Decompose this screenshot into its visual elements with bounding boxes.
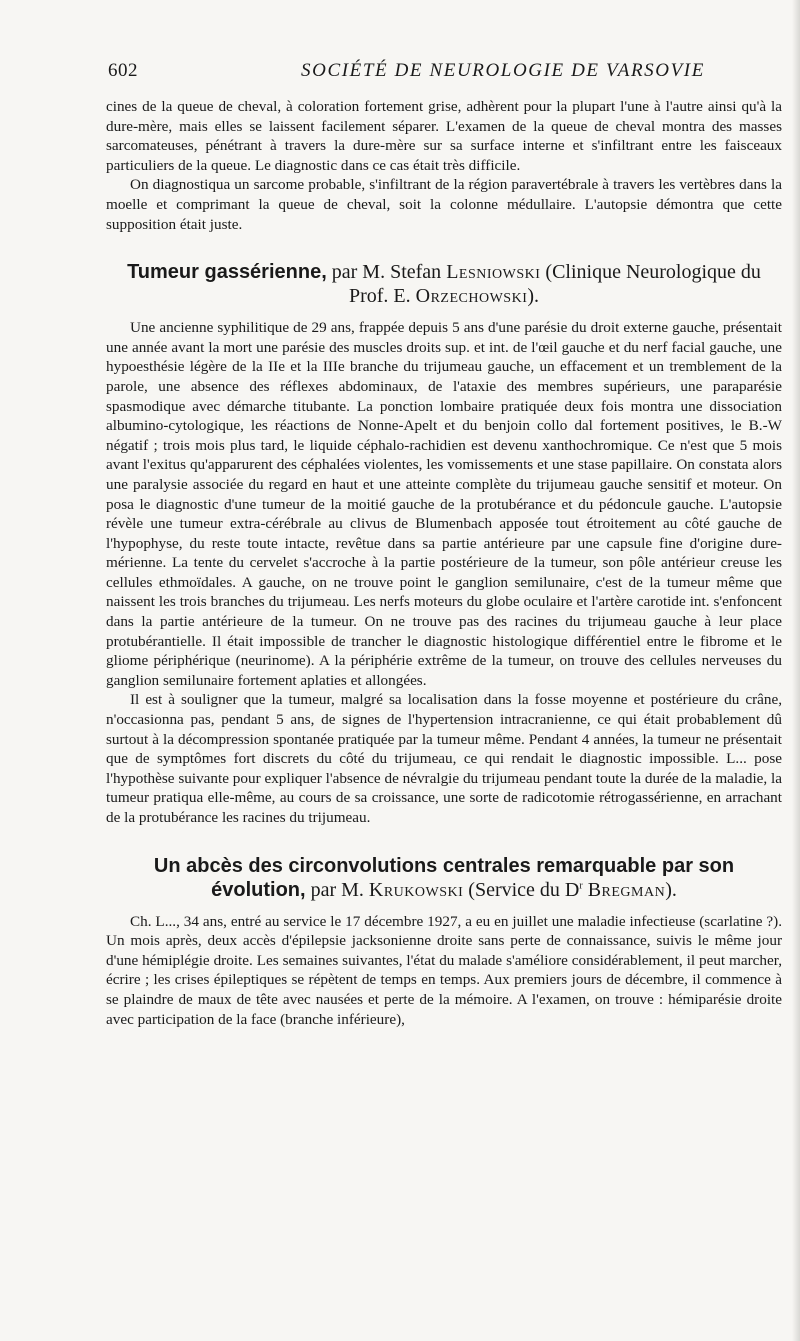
paragraph: cines de la queue de cheval, à coloration fortement grise, adhèrent pour la plupart l'une à l'autre ainsi qu'à la dure-mère, mais elles se laissent facilement séparer. L'examen de la queue de cheval montra des masses sarcomateuses, pénétrant à travers la dure-mère sur sa surface interne et s'infiltrant entre les faisceaux particuliers de la queue. Le diagnostic dans ce cas était très difficile.: [106, 98, 782, 174]
paragraph: Il est à souligner que la tumeur, malgré sa localisation dans la fosse moyenne et postérieure du crâne, n'occasionna pas, pendant 5 ans, de signes de l'hypertension intracranienne, ce qui était probablement dû surtout à la décompression spontanée pratiquée par la tumeur même. Pendant 4 années, la tumeur ne présentait que de symptômes fort discrets du côté du trijumeau, ce qui rendait le diagnostic impossible. L... pose l'hypothèse suivante pour expliquer l'absence de névralgie du trijumeau pendant toute la durée de la maladie, la tumeur pratiqua elle-même, au cours de sa croissance, une sorte de radicotomie rétrogassérienne, en arrachant de la protubérance les racines du trijumeau.: [106, 691, 782, 826]
paragraph: On diagnostiqua un sarcome probable, s'infiltrant de la région paravertébrale à travers les vertèbres dans la moelle et comprimant la queue de cheval, soit la colonne médullaire. L'autopsie démontra que cette supposition était juste.: [106, 176, 782, 233]
affiliation: (Clinique Neurologique du Prof. E.: [348, 261, 761, 308]
superscript: r: [579, 879, 583, 891]
page-edge-shadow: [792, 0, 800, 1341]
author-name: Lesniowski: [446, 261, 541, 284]
page-number: 602: [108, 60, 138, 81]
article-heading: [106, 854, 782, 902]
author-name: Krukowski: [368, 878, 464, 901]
affiliation: (Service du D: [468, 878, 580, 901]
article-title: Un abcès des circonvolutions centrales remarquable par son évolution,: [153, 854, 735, 901]
page-body: [106, 97, 782, 1029]
paragraph: Ch. L..., 34 ans, entré au service le 17 décembre 1927, a eu en juillet une maladie infectieuse (scarlatine ?). Un mois après, deux accès d'épilepsie jacksonienne droite sans perte de connaissance, suivis le même jour d'une hémiplégie droite. Les semaines suivantes, l'état du malade s'améliore considérablement, il peut marcher, écrire ; les crises épileptiques se répètent de temps en temps. Aux premiers jours de décembre, il commence à se plaindre de maux de tête avec nausées et perte de la mémoire. A l'examen, on trouve : hémiparésie droite avec participation de la face (branche inférieure),: [106, 912, 782, 1028]
affiliation-close: ).: [665, 878, 677, 901]
affiliation-close: ).: [527, 285, 540, 308]
article-heading: [106, 260, 782, 308]
chief-name: Orzechowski: [415, 285, 528, 308]
byline: par M.: [310, 878, 364, 901]
running-title: SOCIÉTÉ DE NEUROLOGIE DE VARSOVIE: [301, 60, 705, 81]
article-title: Tumeur gassérienne,: [127, 261, 327, 284]
byline: par M. Stefan: [331, 261, 442, 284]
chief-name: Bregman: [587, 878, 666, 901]
page-header: [108, 60, 778, 90]
paragraph: Une ancienne syphilitique de 29 ans, frappée depuis 5 ans d'une parésie du droit externe gauche, présentait une année avant la mort une parésie des muscles droits sup. et int. de l'œil gauche et du nerf facial gauche, une hypoesthésie légère de la IIe et la IIIe branche du trijumeau gauche, un effacement et un tremblement de la parole, une absence des réflexes abdominaux, de l'ataxie des membres supérieurs, une paraparésie spasmodique avec démarche titubante. La ponction lombaire pratiquée deux fois montra une dissociation albumino-cytologique, les réactions de Nonne-Apelt et du benjoin collo dal fortement positives, le B.-W négatif ; trois mois plus tard, le liquide céphalo-rachidien est devenu xanthochromique. Ce n'est que 5 mois avant l'exitus qu'apparurent des céphalées violentes, les vomissements et une stase papillaire. On constata alors une paralysie associée du regard en haut et une atteinte complète du trijumeau gauche sensitif et moteur. On posa le diagnostic d'une tumeur de la moitié gauche de la protubérance et du pédoncule gauche. L'autopsie révèle une tumeur extra-cérébrale au clivus de Blumenbach apposée tout étroitement au côté gauche de l'hypophyse, du reste toute intacte, revêtue dans sa partie antérieure par une capsule fine d'origine dure-mérienne. La tente du cervelet s'accroche à la partie postérieure de la tumeur, son pôle antérieur creuse les cellules ethmoïdales. A gauche, on ne trouve point le ganglion semilunaire, c'est de la tumeur même que naissent les trois branches du trijumeau. Les nerfs moteurs du globe oculaire et l'artère carotide int. s'enfoncent dans la partie antérieure de la tumeur. On ne trouve pas des racines du trijumeau gauche à leur place protubérantielle. Il était impossible de trancher le diagnostic histologique différentiel entre le fibrome et le gliome périphérique (neurinome). A la périphérie extrême de la tumeur, on trouve des cellules nerveuses du ganglion semilunaire fortement aplaties et allongées.: [106, 319, 782, 689]
